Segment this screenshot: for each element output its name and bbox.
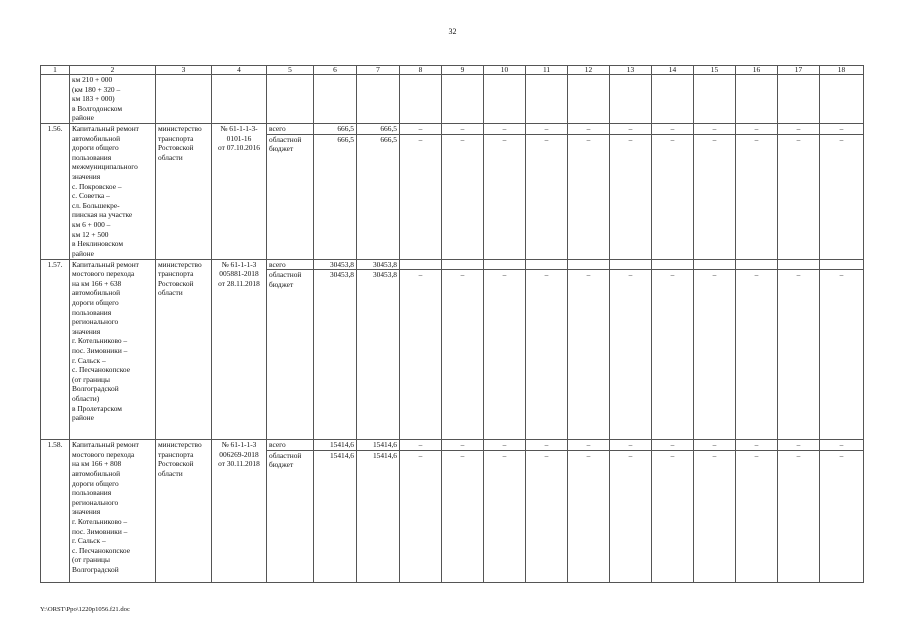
year-value-budget: – (736, 270, 778, 440)
year-value-budget: – (736, 134, 778, 259)
cell-empty (212, 75, 267, 124)
col-header: 2 (70, 66, 156, 75)
row-number: 1.56. (41, 124, 70, 260)
col-header: 12 (568, 66, 610, 75)
year-value-budget: – (442, 450, 484, 582)
col-header: 18 (820, 66, 864, 75)
row-number: 1.57. (41, 259, 70, 440)
year-value-total: – (526, 440, 568, 451)
year-value-total: – (694, 124, 736, 135)
source-total: всего (267, 440, 314, 451)
cell-empty (156, 75, 212, 124)
year-value-total: – (610, 124, 652, 135)
year-value-total: – (736, 124, 778, 135)
cell-empty (526, 75, 568, 124)
year-value-total (778, 259, 820, 270)
col-header: 7 (357, 66, 400, 75)
year-value-total: – (568, 124, 610, 135)
year-value-total: – (400, 124, 442, 135)
year-value-total (442, 259, 484, 270)
year-value-total (610, 259, 652, 270)
continuation-row (41, 75, 864, 124)
object-name: Капитальный ремонт автомобильной дороги общего пользования межмуниципального значения с. Покровское – с. Советка – сл. Большекре- пинская на участке км 6 + 000 – км 12 + 500 в Неклиновском районе (70, 124, 156, 260)
source-total: всего (267, 259, 314, 270)
year-value-total: – (820, 440, 864, 451)
year-value-total: – (568, 440, 610, 451)
year-value-budget: – (694, 134, 736, 259)
amount-total-6: 15414,6 (314, 440, 357, 451)
year-value-total: – (694, 440, 736, 451)
year-value-total: – (484, 440, 526, 451)
year-value-budget: – (778, 134, 820, 259)
year-value-total: – (778, 124, 820, 135)
col-header: 17 (778, 66, 820, 75)
object-name: Капитальный ремонт мостового перехода на км 166 + 808 автомобильной дороги общего пользования регионального значения г. Котельниково – пос. Зимовники – г. Сальск – с. Песчанокопское (от границы Волгоградской (70, 440, 156, 583)
amount-budget-7: 30453,8 (357, 270, 400, 440)
year-value-total (400, 259, 442, 270)
year-value-budget: – (652, 270, 694, 440)
expertise-doc: № 61-1-1-3- 0101-16 от 07.10.2016 (212, 124, 267, 260)
row-number: 1.58. (41, 440, 70, 583)
year-value-total: – (442, 440, 484, 451)
year-value-total (568, 259, 610, 270)
source-budget: областной бюджет (267, 450, 314, 582)
col-header: 6 (314, 66, 357, 75)
year-value-budget: – (568, 270, 610, 440)
cell-empty (778, 75, 820, 124)
year-value-budget: – (400, 270, 442, 440)
cell-empty (820, 75, 864, 124)
table-row (41, 259, 864, 270)
col-header: 9 (442, 66, 484, 75)
year-value-total (694, 259, 736, 270)
year-value-budget: – (526, 450, 568, 582)
year-value-total: – (652, 440, 694, 451)
year-value-total: – (442, 124, 484, 135)
col-header: 16 (736, 66, 778, 75)
page-number: 32 (448, 27, 457, 36)
col-header: 15 (694, 66, 736, 75)
amount-budget-6: 15414,6 (314, 450, 357, 582)
amount-total-6: 666,5 (314, 124, 357, 135)
year-value-budget: – (484, 270, 526, 440)
cell-empty (400, 75, 442, 124)
year-value-budget: – (610, 450, 652, 582)
cell-empty (357, 75, 400, 124)
cell-empty (442, 75, 484, 124)
cell-empty (484, 75, 526, 124)
year-value-total: – (526, 124, 568, 135)
col-header: 11 (526, 66, 568, 75)
col-header: 14 (652, 66, 694, 75)
amount-budget-7: 15414,6 (357, 450, 400, 582)
cell-empty (314, 75, 357, 124)
amount-total-6: 30453,8 (314, 259, 357, 270)
col-header: 5 (267, 66, 314, 75)
year-value-budget: – (778, 450, 820, 582)
budget-table (40, 65, 864, 583)
table-row (41, 440, 864, 451)
year-value-budget: – (400, 134, 442, 259)
source-budget: областной бюджет (267, 134, 314, 259)
year-value-budget: – (400, 450, 442, 582)
year-value-budget: – (484, 450, 526, 582)
year-value-budget: – (778, 270, 820, 440)
year-value-budget: – (442, 270, 484, 440)
col-header: 13 (610, 66, 652, 75)
expertise-doc: № 61-1-1-3 005881-2018 от 28.11.2018 (212, 259, 267, 440)
year-value-budget: – (820, 270, 864, 440)
year-value-total: – (736, 440, 778, 451)
object-name: Капитальный ремонт мостового перехода на км 166 + 638 автомобильной дороги общего пользования регионального значения г. Котельниково – пос. Зимовники – г. Сальск – с. Песчанокопское (от границы Волгоградской области) в Пролетарском районе (70, 259, 156, 440)
amount-total-7: 666,5 (357, 124, 400, 135)
col-header: 8 (400, 66, 442, 75)
file-path-footer: Y:\ORST\Ppo\1220p1056.f21.doc (40, 606, 130, 613)
table-row (41, 124, 864, 135)
col-header: 10 (484, 66, 526, 75)
year-value-total: – (820, 124, 864, 135)
continuation-text: км 210 + 000 (км 180 + 320 – км 183 + 000) в Волгодонском районе (70, 75, 156, 124)
year-value-total (736, 259, 778, 270)
year-value-total (484, 259, 526, 270)
responsible-org: министерство транспорта Ростовской области (156, 124, 212, 260)
year-value-budget: – (526, 134, 568, 259)
year-value-total: – (652, 124, 694, 135)
cell-empty (41, 75, 70, 124)
cell-empty (736, 75, 778, 124)
year-value-total: – (400, 440, 442, 451)
year-value-budget: – (820, 134, 864, 259)
year-value-total: – (778, 440, 820, 451)
responsible-org: министерство транспорта Ростовской области (156, 440, 212, 583)
cell-empty (568, 75, 610, 124)
year-value-budget: – (652, 450, 694, 582)
amount-budget-7: 666,5 (357, 134, 400, 259)
col-header: 1 (41, 66, 70, 75)
year-value-budget: – (736, 450, 778, 582)
year-value-budget: – (442, 134, 484, 259)
year-value-total (820, 259, 864, 270)
year-value-total (652, 259, 694, 270)
source-budget: областной бюджет (267, 270, 314, 440)
year-value-budget: – (568, 450, 610, 582)
column-number-row (41, 66, 864, 75)
year-value-budget: – (820, 450, 864, 582)
amount-total-7: 15414,6 (357, 440, 400, 451)
year-value-budget: – (694, 270, 736, 440)
amount-budget-6: 30453,8 (314, 270, 357, 440)
responsible-org: министерство транспорта Ростовской области (156, 259, 212, 440)
cell-empty (267, 75, 314, 124)
source-total: всего (267, 124, 314, 135)
cell-empty (610, 75, 652, 124)
year-value-total (526, 259, 568, 270)
year-value-budget: – (652, 134, 694, 259)
year-value-budget: – (610, 270, 652, 440)
col-header: 4 (212, 66, 267, 75)
year-value-budget: – (694, 450, 736, 582)
year-value-budget: – (526, 270, 568, 440)
expertise-doc: № 61-1-1-3 006269-2018 от 30.11.2018 (212, 440, 267, 583)
cell-empty (652, 75, 694, 124)
amount-total-7: 30453,8 (357, 259, 400, 270)
year-value-budget: – (484, 134, 526, 259)
col-header: 3 (156, 66, 212, 75)
cell-empty (694, 75, 736, 124)
amount-budget-6: 666,5 (314, 134, 357, 259)
year-value-total: – (610, 440, 652, 451)
year-value-total: – (484, 124, 526, 135)
year-value-budget: – (610, 134, 652, 259)
year-value-budget: – (568, 134, 610, 259)
